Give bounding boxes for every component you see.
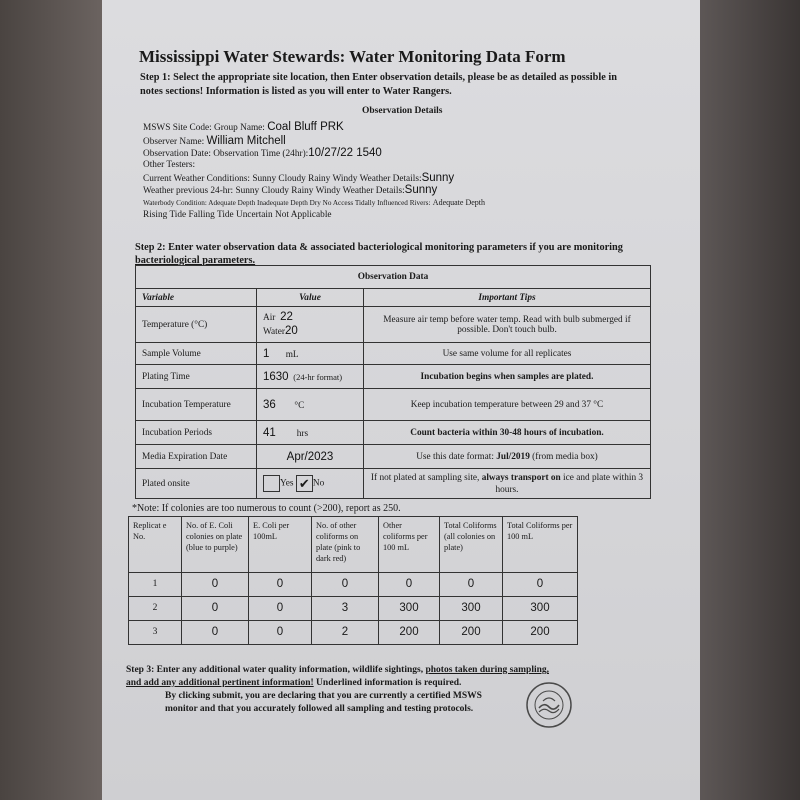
incubation-temp-tip: Keep incubation temperature between 29 and 37 °C [364,389,651,421]
cell-value: 0 [440,573,503,597]
weather-prev-value: Sunny [404,184,438,196]
weather-prev-line [143,184,437,196]
col-variable-header: Variable [136,289,257,307]
cell-value: 0 [379,573,440,597]
plated-onsite-tip [364,469,651,499]
incubation-period-tip: Count bacteria within 30-48 hours of incubation. [364,421,651,445]
observer-line [143,135,286,147]
plated-tip-b: always transport on [481,472,561,483]
incubation-temp-unit: °C [294,400,305,411]
note-text: *Note: If colonies are too numerous to count (>200), report as 250. [132,503,401,514]
table-row [129,597,578,621]
msws-seal-logo [525,681,573,729]
step2-tail: bacteriological parameters. [135,255,256,266]
step2-instructions [135,241,655,267]
incubation-temp-value-cell [257,389,364,421]
weather-line [143,172,454,184]
row-media-expiration [136,445,651,469]
cell-value: 0 [182,573,249,597]
replicate-table [128,516,578,645]
date-label: Observation Date: Observation Time (24hr): [143,149,309,159]
background-right [700,0,800,800]
waterbody-line [143,198,485,208]
volume-label: Sample Volume [136,343,257,365]
site-value: Coal Bluff PRK [267,121,344,133]
plated-onsite-value-cell [257,469,364,499]
weather-value: Sunny [421,172,455,184]
paper-form [102,0,700,800]
plating-value-cell [257,365,364,389]
checkmark-icon: ✔ [298,476,310,491]
cell-value: 0 [249,621,312,645]
yes-checkbox[interactable] [263,475,280,492]
step2-lead: Step 2: Enter water observation data & associated bacteriological monitoring parameters if you are monitoring [135,242,623,253]
incubation-period-value: 41 [263,426,276,439]
plating-unit: (24-hr format) [293,371,343,382]
cell-value: 0 [503,573,578,597]
yes-label: Yes [280,478,294,489]
expiration-tip [364,445,651,469]
plated-onsite-label: Plated onsite [136,469,257,499]
step3-line2b: Underlined information is required. [313,678,462,688]
replicate-number: 3 [129,621,182,645]
water-label: Water [263,326,285,337]
incubation-temp-label: Incubation Temperature [136,389,257,421]
waterbody-value: Adequate Depth [432,198,485,207]
observation-data-caption: Observation Data [136,266,651,289]
step3-line2a: and add any additional pertinent information! [126,678,314,688]
cell-value: 3 [312,597,379,621]
temperature-label: Temperature (°C) [136,307,257,343]
other-testers-label: Other Testers: [143,160,196,170]
cell-value: 0 [182,621,249,645]
volume-value-cell [257,343,364,365]
no-label: No [312,478,325,489]
cell-value: 0 [182,597,249,621]
waterbody-label: Waterbody Condition: Adequate Depth Inadequate Depth Dry No Access Tidally Influenced Rivers: [143,199,431,207]
cell-value: 0 [312,573,379,597]
cell-value: 200 [440,621,503,645]
incubation-period-unit: hrs [296,428,309,439]
expiration-label: Media Expiration Date [136,445,257,469]
row-plated-onsite [136,469,651,499]
water-value: 20 [284,324,298,337]
replicate-header-row [129,517,578,573]
form-title: Mississippi Water Stewards: Water Monitoring Data Form [139,47,566,66]
plated-tip-a: If not plated at sampling site, [370,472,482,483]
plated-tip-c: ice and plate within 3 hours. [495,472,644,495]
tide-line: Rising Tide Falling Tide Uncertain Not Applicable [143,210,332,220]
header-other-colonies: No. of other coliforms on plate (pink to dark red) [312,517,379,573]
header-other-per-100: Other coliforms per 100 mL [379,517,440,573]
header-total-per-100: Total Coliforms per 100 mL [503,517,578,573]
temperature-tip: Measure air temp before water temp. Read with bulb submerged if possible. Don't touch bulb. [364,307,651,343]
expiration-value-cell [257,445,364,469]
volume-unit: mL [285,349,299,360]
weather-label: Current Weather Conditions: Sunny Cloudy Rainy Windy Weather Details: [143,174,422,184]
site-label: MSWS Site Code: Group Name: [143,123,265,133]
observation-details-heading: Observation Details [362,106,443,116]
temperature-value-cell [257,307,364,343]
cell-value: 200 [503,621,578,645]
step1-instructions: Step 1: Select the appropriate site location, then Enter observation details, please be as detailed as possible in notes sections! Information is listed as you will enter to Water Rangers. [140,72,617,97]
replicate-number: 2 [129,597,182,621]
replicate-number: 1 [129,573,182,597]
row-incubation-periods [136,421,651,445]
date-line [143,147,382,159]
incubation-temp-value: 36 [263,398,276,411]
background-left [0,0,102,800]
cell-value: 200 [379,621,440,645]
table-row [129,573,578,597]
incubation-period-label: Incubation Periods [136,421,257,445]
step3-line1b: photos taken during sampling, [425,665,550,675]
plating-tip: Incubation begins when samples are plated. [364,365,651,389]
header-ecoli-colonies: No. of E. Coli colonies on plate (blue to purple) [182,517,249,573]
air-label: Air [263,312,276,323]
step3-instructions [126,664,549,716]
cell-value: 2 [312,621,379,645]
expiration-tip-a: Use this date format: [416,451,497,462]
air-value: 22 [280,310,293,323]
incubation-period-value-cell [257,421,364,445]
step3-line3: By clicking submit, you are declaring that you are currently a certified MSWS [165,691,482,701]
row-plating-time [136,365,651,389]
header-total-colonies: Total Coliforms (all colonies on plate) [440,517,503,573]
header-replicate: Replicat e No. [129,517,182,573]
weather-prev-label: Weather previous 24-hr: Sunny Cloudy Rainy Windy Weather Details: [143,186,405,196]
expiration-tip-c: (from media box) [529,451,598,462]
col-value-header: Value [257,289,364,307]
no-checkbox[interactable] [296,475,313,492]
site-line [143,121,344,133]
row-sample-volume [136,343,651,365]
observation-data-table [135,265,651,499]
date-value: 10/27/22 1540 [308,147,382,159]
col-tips-header: Important Tips [364,289,651,307]
observer-label: Observer Name: [143,137,205,147]
plating-label: Plating Time [136,365,257,389]
expiration-value: Apr/2023 [286,450,334,463]
row-temperature [136,307,651,343]
volume-value: 1 [263,347,270,360]
table-row [129,621,578,645]
row-incubation-temp [136,389,651,421]
plating-value: 1630 [263,370,289,383]
step3-line1a: Step 3: Enter any additional water quality information, wildlife sightings, [126,665,426,675]
cell-value: 0 [249,597,312,621]
volume-tip: Use same volume for all replicates [364,343,651,365]
cell-value: 0 [249,573,312,597]
cell-value: 300 [440,597,503,621]
cell-value: 300 [379,597,440,621]
observer-value: William Mitchell [206,135,286,147]
cell-value: 300 [503,597,578,621]
header-ecoli-per-100: E. Coli per 100mL [249,517,312,573]
expiration-tip-b: Jul/2019 [496,451,530,462]
step3-line4: monitor and that you accurately followed all sampling and testing protocols. [165,704,474,714]
